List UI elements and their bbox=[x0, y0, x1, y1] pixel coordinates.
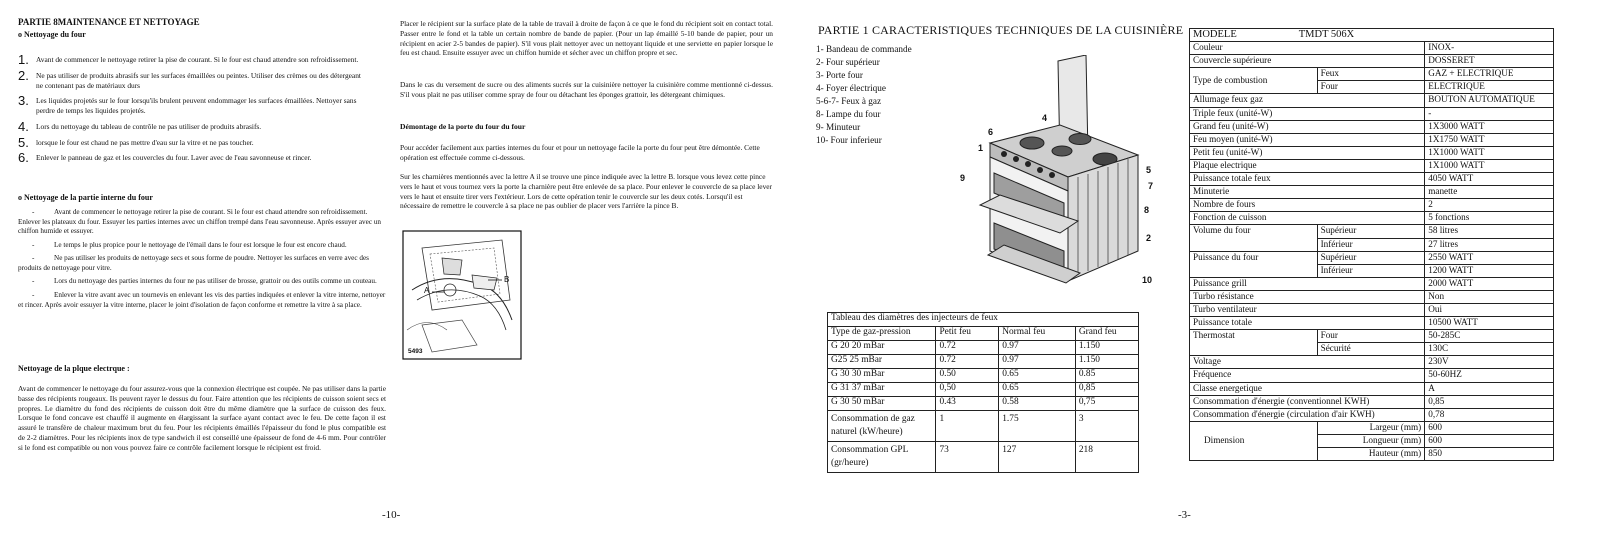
injector-caption-row bbox=[828, 313, 1139, 327]
callout-7: 7 bbox=[1148, 181, 1154, 191]
spec-value: 1X3000 WATT bbox=[1425, 120, 1554, 133]
spec-row-volume-sup bbox=[1190, 225, 1554, 238]
hinge-figure bbox=[402, 230, 522, 360]
spec-label: Voltage bbox=[1190, 356, 1425, 369]
spec-value: 1X1000 WATT bbox=[1425, 146, 1554, 159]
spec-sublabel: Four bbox=[1317, 81, 1425, 94]
feature-item: 8- Lampe du four bbox=[816, 109, 881, 119]
injector-cell: 73 bbox=[936, 442, 999, 473]
spec-value: 5 fonctions bbox=[1425, 212, 1554, 225]
spec-label: Allumage feux gaz bbox=[1190, 94, 1425, 107]
spec-row-cover bbox=[1190, 55, 1554, 68]
spec-value: BOUTON AUTOMATIQUE bbox=[1425, 94, 1554, 107]
dash-marker: - bbox=[32, 291, 35, 300]
injector-cell: 0.97 bbox=[999, 355, 1076, 369]
injector-cell: 1.150 bbox=[1075, 341, 1138, 355]
spec-label: Nombre de fours bbox=[1190, 199, 1425, 212]
spec-sublabel: Longueur (mm) bbox=[1317, 434, 1425, 447]
dash-marker: - bbox=[32, 277, 35, 286]
figure-code: 5493 bbox=[408, 348, 423, 355]
spec-value: 0,78 bbox=[1425, 408, 1554, 421]
inner-cleaning-item bbox=[18, 277, 388, 287]
spec-label: Classe energetique bbox=[1190, 382, 1425, 395]
inner-item-text: Avant de commencer le nettoyage retirer la pise de courant. Si le four est chaud attendre son refroidissement. Enlever les plateaux du four. Essuyer les parties internes avec un chiffon trempé dans l'eau savonneuse. Après essuyer avec un chiffon humide et essuyer. bbox=[18, 208, 382, 236]
inner-cleaning-item bbox=[18, 291, 388, 310]
spec-row-minuterie bbox=[1190, 186, 1554, 199]
spec-sublabel: Supérieur bbox=[1317, 251, 1425, 264]
spec-row-ignition bbox=[1190, 94, 1554, 107]
door-removal-heading: Démontage de la porte du four du four bbox=[400, 122, 526, 131]
col2-paragraph-3: Pour accéder facilement aux parties internes du four et pour un nettoyage facile la porte du four peut être démontée. Cette opération est effectuée comme ci-dessous. bbox=[400, 143, 760, 162]
injector-row bbox=[828, 397, 1139, 411]
injector-cell: 0.58 bbox=[999, 397, 1076, 411]
spec-value: INOX- bbox=[1425, 42, 1554, 55]
step-number: 6. bbox=[18, 150, 29, 166]
spec-sublabel: Inférieur bbox=[1317, 264, 1425, 277]
step-number: 2. bbox=[18, 67, 29, 83]
spec-value: Non bbox=[1425, 290, 1554, 303]
injector-cell: Consommation de gaz naturel (kW/heure) bbox=[828, 411, 936, 442]
figure-label-a: A bbox=[424, 286, 430, 295]
spec-sublabel: Hauteur (mm) bbox=[1317, 448, 1425, 461]
injector-cell: 0.50 bbox=[936, 369, 999, 383]
inner-item-text: Enlever la vitre avant avec un tournevis en enlevant les vis des parties indiquées et enlever la vitre interne, nettoyer et rincer. Après avoir essuyer la vitre interne, placer le joint d'isolation de façon conforme et remettre la vitre à sa place. bbox=[18, 291, 386, 309]
hinge-drawing bbox=[402, 230, 522, 360]
spec-value: 2550 WATT bbox=[1425, 251, 1554, 264]
spec-row-total-feux bbox=[1190, 173, 1554, 186]
spec-row-grill bbox=[1190, 277, 1554, 290]
injector-cell: Consommation GPL (gr/heure) bbox=[828, 442, 936, 473]
step-number: 5. bbox=[18, 134, 29, 150]
spec-sublabel: Sécurité bbox=[1317, 343, 1425, 356]
injector-cell: G25 25 mBar bbox=[828, 355, 936, 369]
feature-item: 10- Four inferieur bbox=[816, 135, 882, 145]
spec-row-pfour-sup bbox=[1190, 251, 1554, 264]
left-page-number: -10- bbox=[382, 509, 401, 521]
injector-cell: 0.72 bbox=[936, 355, 999, 369]
injector-cell: 0.43 bbox=[936, 397, 999, 411]
spec-value: 850 bbox=[1425, 448, 1554, 461]
figure-label-b: B bbox=[504, 275, 510, 284]
step-text: Enlever le panneau de gaz et les couvercles du four. Laver avec de l'eau savonneuse et rincer. bbox=[36, 153, 312, 163]
injector-header-cell: Grand feu bbox=[1075, 327, 1138, 341]
spec-value: 50-60HZ bbox=[1425, 369, 1554, 382]
injector-cell: G 20 20 mBar bbox=[828, 341, 936, 355]
injector-row bbox=[828, 355, 1139, 369]
stove-drawing bbox=[960, 55, 1160, 295]
plate-cleaning-heading: Nettoyage de la plque electrque : bbox=[18, 364, 130, 373]
spec-row-plaque bbox=[1190, 159, 1554, 172]
spec-row-color bbox=[1190, 42, 1554, 55]
spec-row-conso-conv bbox=[1190, 395, 1554, 408]
injector-cell: 0.85 bbox=[1075, 369, 1138, 383]
spec-label: Couvercle supérieure bbox=[1190, 55, 1425, 68]
maintenance-title: PARTIE 8MAINTENANCE ET NETTOYAGE bbox=[18, 17, 200, 27]
spec-label: Fréquence bbox=[1190, 369, 1425, 382]
injector-row bbox=[828, 341, 1139, 355]
spec-value: 1200 WATT bbox=[1425, 264, 1554, 277]
spec-label: Volume du four bbox=[1190, 225, 1318, 251]
injector-header-cell: Petit feu bbox=[936, 327, 999, 341]
stove-features-list bbox=[816, 43, 912, 147]
callout-1: 1 bbox=[978, 143, 984, 153]
spec-value: 1X1000 WATT bbox=[1425, 159, 1554, 172]
spec-row-turbo-vent bbox=[1190, 303, 1554, 316]
spec-row-turbo-res bbox=[1190, 290, 1554, 303]
spec-row-thermo-four bbox=[1190, 330, 1554, 343]
spec-value: 600 bbox=[1425, 434, 1554, 447]
injector-cell: 0,85 bbox=[1075, 383, 1138, 397]
col2-paragraph-2: Dans le cas du versement de sucre ou des aliments sucrés sur la cuisinière nettoyer la cuisinière comme mentionné ci-dessus. S'il vous plait ne pas utiliser comme spray de four ou détachant les éponges grattoir, les détergeant chimiques. bbox=[400, 80, 773, 99]
spec-row-petit bbox=[1190, 146, 1554, 159]
spec-value: GAZ + ELECTRIQUE bbox=[1425, 68, 1554, 81]
injector-cell: 127 bbox=[999, 442, 1076, 473]
injector-row bbox=[828, 369, 1139, 383]
inner-cleaning-item bbox=[18, 208, 388, 237]
spec-value: Oui bbox=[1425, 303, 1554, 316]
plate-cleaning-text: Avant de commencer le nettoyage du four assurez-vous que la connexion électrique est coupée. Ne pas utiliser dans la partie basse des récipients rougeaux. Ils peuvent rayer le dessus du four. Faire attention que les récipients de cuisson soient secs et propres. Le diamètre du fond des récipients de cuisson doit être du même diamètre que la surface de cuisson des feux. Lorsque le fond concave est chauffé il augmente en élargissant la surface ayant contact avec le feu. De cette façon il est assuré le transfère de chaleur maximum brut du feu. Pour les récipients émaillés l'épaisseur du fond le plus compatible est de 2-2 diamètres. Pour les récipients inox de type sandwich il est conseillé une épaisseur de fond de 4-6 mm. Pour contrôler si le fond est compatible ou non vous pouvez faire ce contrôle facilement lorsque le récipient est froid. bbox=[18, 384, 386, 452]
callout-8: 8 bbox=[1144, 205, 1150, 215]
spec-value: 2000 WATT bbox=[1425, 277, 1554, 290]
spec-row-classe bbox=[1190, 382, 1554, 395]
callout-10: 10 bbox=[1142, 275, 1153, 285]
spec-value: 1X1750 WATT bbox=[1425, 133, 1554, 146]
inner-cleaning-list bbox=[18, 208, 388, 314]
spec-label: Consommation d'énergie (conventionnel KWH) bbox=[1190, 395, 1425, 408]
injector-cell: 1.75 bbox=[999, 411, 1076, 442]
injector-cell: 0.65 bbox=[999, 383, 1076, 397]
feature-item: 3- Porte four bbox=[816, 70, 863, 80]
feature-item: 2- Four supérieur bbox=[816, 57, 880, 67]
spec-value: 58 litres bbox=[1425, 225, 1554, 238]
inner-cleaning-item bbox=[18, 241, 388, 251]
stove-illustration bbox=[960, 55, 1160, 295]
step-text: lorsque le four est chaud ne pas mettre d'eau sur la vitre et ne pas toucher. bbox=[36, 137, 254, 147]
injector-header-cell: Type de gaz-pression bbox=[828, 327, 936, 341]
spec-label: Puissance du four bbox=[1190, 251, 1318, 277]
spec-label: Turbo résistance bbox=[1190, 290, 1425, 303]
cleaning-step bbox=[18, 150, 363, 166]
spec-value: 230V bbox=[1425, 356, 1554, 369]
injector-cell: G 30 30 mBar bbox=[828, 369, 936, 383]
spec-row-voltage bbox=[1190, 356, 1554, 369]
spec-value: manette bbox=[1425, 186, 1554, 199]
spec-value: 10500 WATT bbox=[1425, 317, 1554, 330]
spec-label: Grand feu (unité-W) bbox=[1190, 120, 1425, 133]
injector-cell: G 31 37 mBar bbox=[828, 383, 936, 397]
inner-item-text: Ne pas utiliser les produits de nettoyage secs et sous forme de poudre. Nettoyer les surfaces en verre avec des produits de nettoyage pour vitre. bbox=[18, 254, 369, 272]
spec-sublabel: Inférieur bbox=[1317, 238, 1425, 251]
inner-item-text: Le temps le plus propice pour le nettoyage de l'émail dans le four est lorsque le four est encore chaud. bbox=[54, 240, 347, 249]
spec-value: ELECTRIQUE bbox=[1425, 81, 1554, 94]
spec-value: 0,85 bbox=[1425, 395, 1554, 408]
injector-cell: G 30 50 mBar bbox=[828, 397, 936, 411]
dash-marker: - bbox=[32, 240, 35, 249]
spec-value: - bbox=[1425, 107, 1554, 120]
callout-5: 5 bbox=[1146, 165, 1152, 175]
cleaning-step bbox=[18, 134, 363, 150]
feature-item: 5-6-7- Feux à gaz bbox=[816, 96, 882, 106]
step-text: Ne pas utiliser de produits abrasifs sur les surfaces émaillées ou peintes. Utiliser des crèmes ou des détergeant ne contenant pas de matériaux durs bbox=[36, 70, 361, 90]
spec-label: Triple feux (unité-W) bbox=[1190, 107, 1425, 120]
spec-label: Type de combustion bbox=[1190, 68, 1318, 94]
injector-cell: 0,75 bbox=[1075, 397, 1138, 411]
cleaning-step bbox=[18, 67, 363, 91]
spec-label: Thermostat bbox=[1190, 330, 1318, 356]
cleaning-step bbox=[18, 118, 363, 134]
spec-row-combustion-feux bbox=[1190, 68, 1554, 81]
callout-2: 2 bbox=[1146, 233, 1152, 243]
callout-4: 4 bbox=[1042, 113, 1048, 123]
spec-sublabel: Four bbox=[1317, 330, 1425, 343]
cleaning-steps-list bbox=[18, 52, 363, 169]
spec-row-moyen bbox=[1190, 133, 1554, 146]
step-text: Lors du nettoyage du tableau de contrôle ne pas utiliser de produits abrasifs. bbox=[36, 121, 262, 131]
dash-marker: - bbox=[32, 254, 35, 263]
inner-cleaning-item bbox=[18, 254, 388, 273]
step-number: 4. bbox=[18, 118, 29, 134]
dash-marker: - bbox=[32, 208, 35, 216]
step-text: Les liquides projetés sur le four lorsqu'ils brulent peuvent endommager les surfaces émaillées. Nettoyer sans perdre de temps les liquides projetés. bbox=[36, 96, 357, 116]
injector-row bbox=[828, 411, 1139, 442]
col2-paragraph-4: Sur les charnières mentionnés avec la lettre A il se trouve une pince indiquée avec la lettre B. lorsque vous levez cette pince vers le haut et vous tournez vers la porte la charnière peut être enlevée de sa place. Pour enlever le couvercle de sa place lever vers le haut et ensuite tirer vers l'extérieur. Lors de cette opération tenir le couvercle sur les deux cotés. Lorsqu'il est nécessaire de remettre le couvercle à sa place ne pas oublier de placer vers l'arrière la pince B. bbox=[400, 172, 773, 211]
spec-label: Puissance totale bbox=[1190, 317, 1425, 330]
injector-diameter-table bbox=[827, 312, 1139, 473]
inner-item-text: Lors du nettoyage des parties internes du four ne pas utiliser de brosse, grattoir ou des outils comme un couteau. bbox=[54, 277, 377, 286]
spec-value: 600 bbox=[1425, 421, 1554, 434]
inner-cleaning-heading: o Nettoyage de la partie interne du four bbox=[18, 193, 153, 202]
callout-9: 9 bbox=[960, 173, 966, 183]
spec-label: Couleur bbox=[1190, 42, 1425, 55]
injector-cell: 1.150 bbox=[1075, 355, 1138, 369]
technical-title: PARTIE 1 CARACTERISTIQUES TECHNIQUES DE LA CUISINIÈRE bbox=[818, 23, 1184, 37]
model-value: TMDT 506X bbox=[1298, 29, 1355, 40]
spec-row-model bbox=[1190, 29, 1554, 42]
spec-label: Dimension bbox=[1190, 421, 1318, 460]
spec-label: Plaque electrique bbox=[1190, 159, 1425, 172]
spec-sublabel: Supérieur bbox=[1317, 225, 1425, 238]
right-page-number: -3- bbox=[1178, 509, 1191, 521]
spec-row-freq bbox=[1190, 369, 1554, 382]
feature-item: 4- Foyer électrique bbox=[816, 83, 886, 93]
spec-sublabel: Largeur (mm) bbox=[1317, 421, 1425, 434]
injector-cell: 0.97 bbox=[999, 341, 1076, 355]
spec-label: Turbo ventilateur bbox=[1190, 303, 1425, 316]
step-text: Avant de commencer le nettoyage retirer la pise de courant. Si le four est chaud attendre son refroidissement. bbox=[36, 55, 359, 64]
spec-value: 2 bbox=[1425, 199, 1554, 212]
injector-cell: 3 bbox=[1075, 411, 1138, 442]
spec-value: 130C bbox=[1425, 343, 1554, 356]
cleaning-step bbox=[18, 93, 363, 116]
spec-label: Consommation d'énergie (circulation d'air KWH) bbox=[1190, 408, 1425, 421]
feature-item: 9- Minuteur bbox=[816, 122, 861, 132]
injector-header-row bbox=[828, 327, 1139, 341]
spec-row-largeur bbox=[1190, 421, 1554, 434]
injector-cell: 218 bbox=[1075, 442, 1138, 473]
oven-cleaning-heading: o Nettoyage du four bbox=[18, 30, 86, 39]
injector-cell: 0,50 bbox=[936, 383, 999, 397]
model-label: MODELE bbox=[1193, 29, 1237, 40]
spec-sublabel: Feux bbox=[1317, 68, 1425, 81]
step-number: 1. bbox=[18, 52, 29, 67]
spec-value: 4050 WATT bbox=[1425, 173, 1554, 186]
spec-label: Minuterie bbox=[1190, 186, 1425, 199]
feature-item: 1- Bandeau de commande bbox=[816, 44, 912, 54]
spec-label: Fonction de cuisson bbox=[1190, 212, 1425, 225]
specifications-table bbox=[1189, 28, 1554, 461]
cleaning-step bbox=[18, 52, 363, 67]
injector-header-cell: Normal feu bbox=[999, 327, 1076, 341]
spec-row-conso-circ bbox=[1190, 408, 1554, 421]
spec-value: DOSSERET bbox=[1425, 55, 1554, 68]
spec-row-nfours bbox=[1190, 199, 1554, 212]
spec-label: Petit feu (unité-W) bbox=[1190, 146, 1425, 159]
injector-cell: 1 bbox=[936, 411, 999, 442]
left-page bbox=[0, 0, 800, 547]
spec-row-fonction bbox=[1190, 212, 1554, 225]
spec-value: A bbox=[1425, 382, 1554, 395]
spec-row-grand bbox=[1190, 120, 1554, 133]
spec-label: Puissance totale feux bbox=[1190, 173, 1425, 186]
col2-paragraph-1: Placer le récipient sur la surface plate de la table de travail à droite de façon à ce que le fond du récipient soit en contact total. Passer entre le fond et la table un certain nombre de bande de papier. (Pour un lap émaillé 5-10 bande de papier, pour un récipient en acier 2-5 bandes de papier). S'il vous plait nettoyer avec un nettoyant liquide et une serviette en papier lorsque le feu est chaud. Ensuite essuyer avec un chiffon humide et sécher avec un chiffon propre et sec. bbox=[400, 19, 773, 58]
spec-label: Puissance grill bbox=[1190, 277, 1425, 290]
step-number: 3. bbox=[18, 93, 29, 109]
injector-cell: 0.72 bbox=[936, 341, 999, 355]
spec-value: 50-285C bbox=[1425, 330, 1554, 343]
injector-row bbox=[828, 383, 1139, 397]
spec-label: Feu moyen (unité-W) bbox=[1190, 133, 1425, 146]
injector-caption: Tableau des diamètres des injecteurs de feux bbox=[828, 313, 1139, 327]
injector-cell: 0.65 bbox=[999, 369, 1076, 383]
injector-row bbox=[828, 442, 1139, 473]
callout-6: 6 bbox=[988, 127, 994, 137]
spec-row-triple bbox=[1190, 107, 1554, 120]
spec-row-ptotale bbox=[1190, 317, 1554, 330]
spec-value: 27 litres bbox=[1425, 238, 1554, 251]
